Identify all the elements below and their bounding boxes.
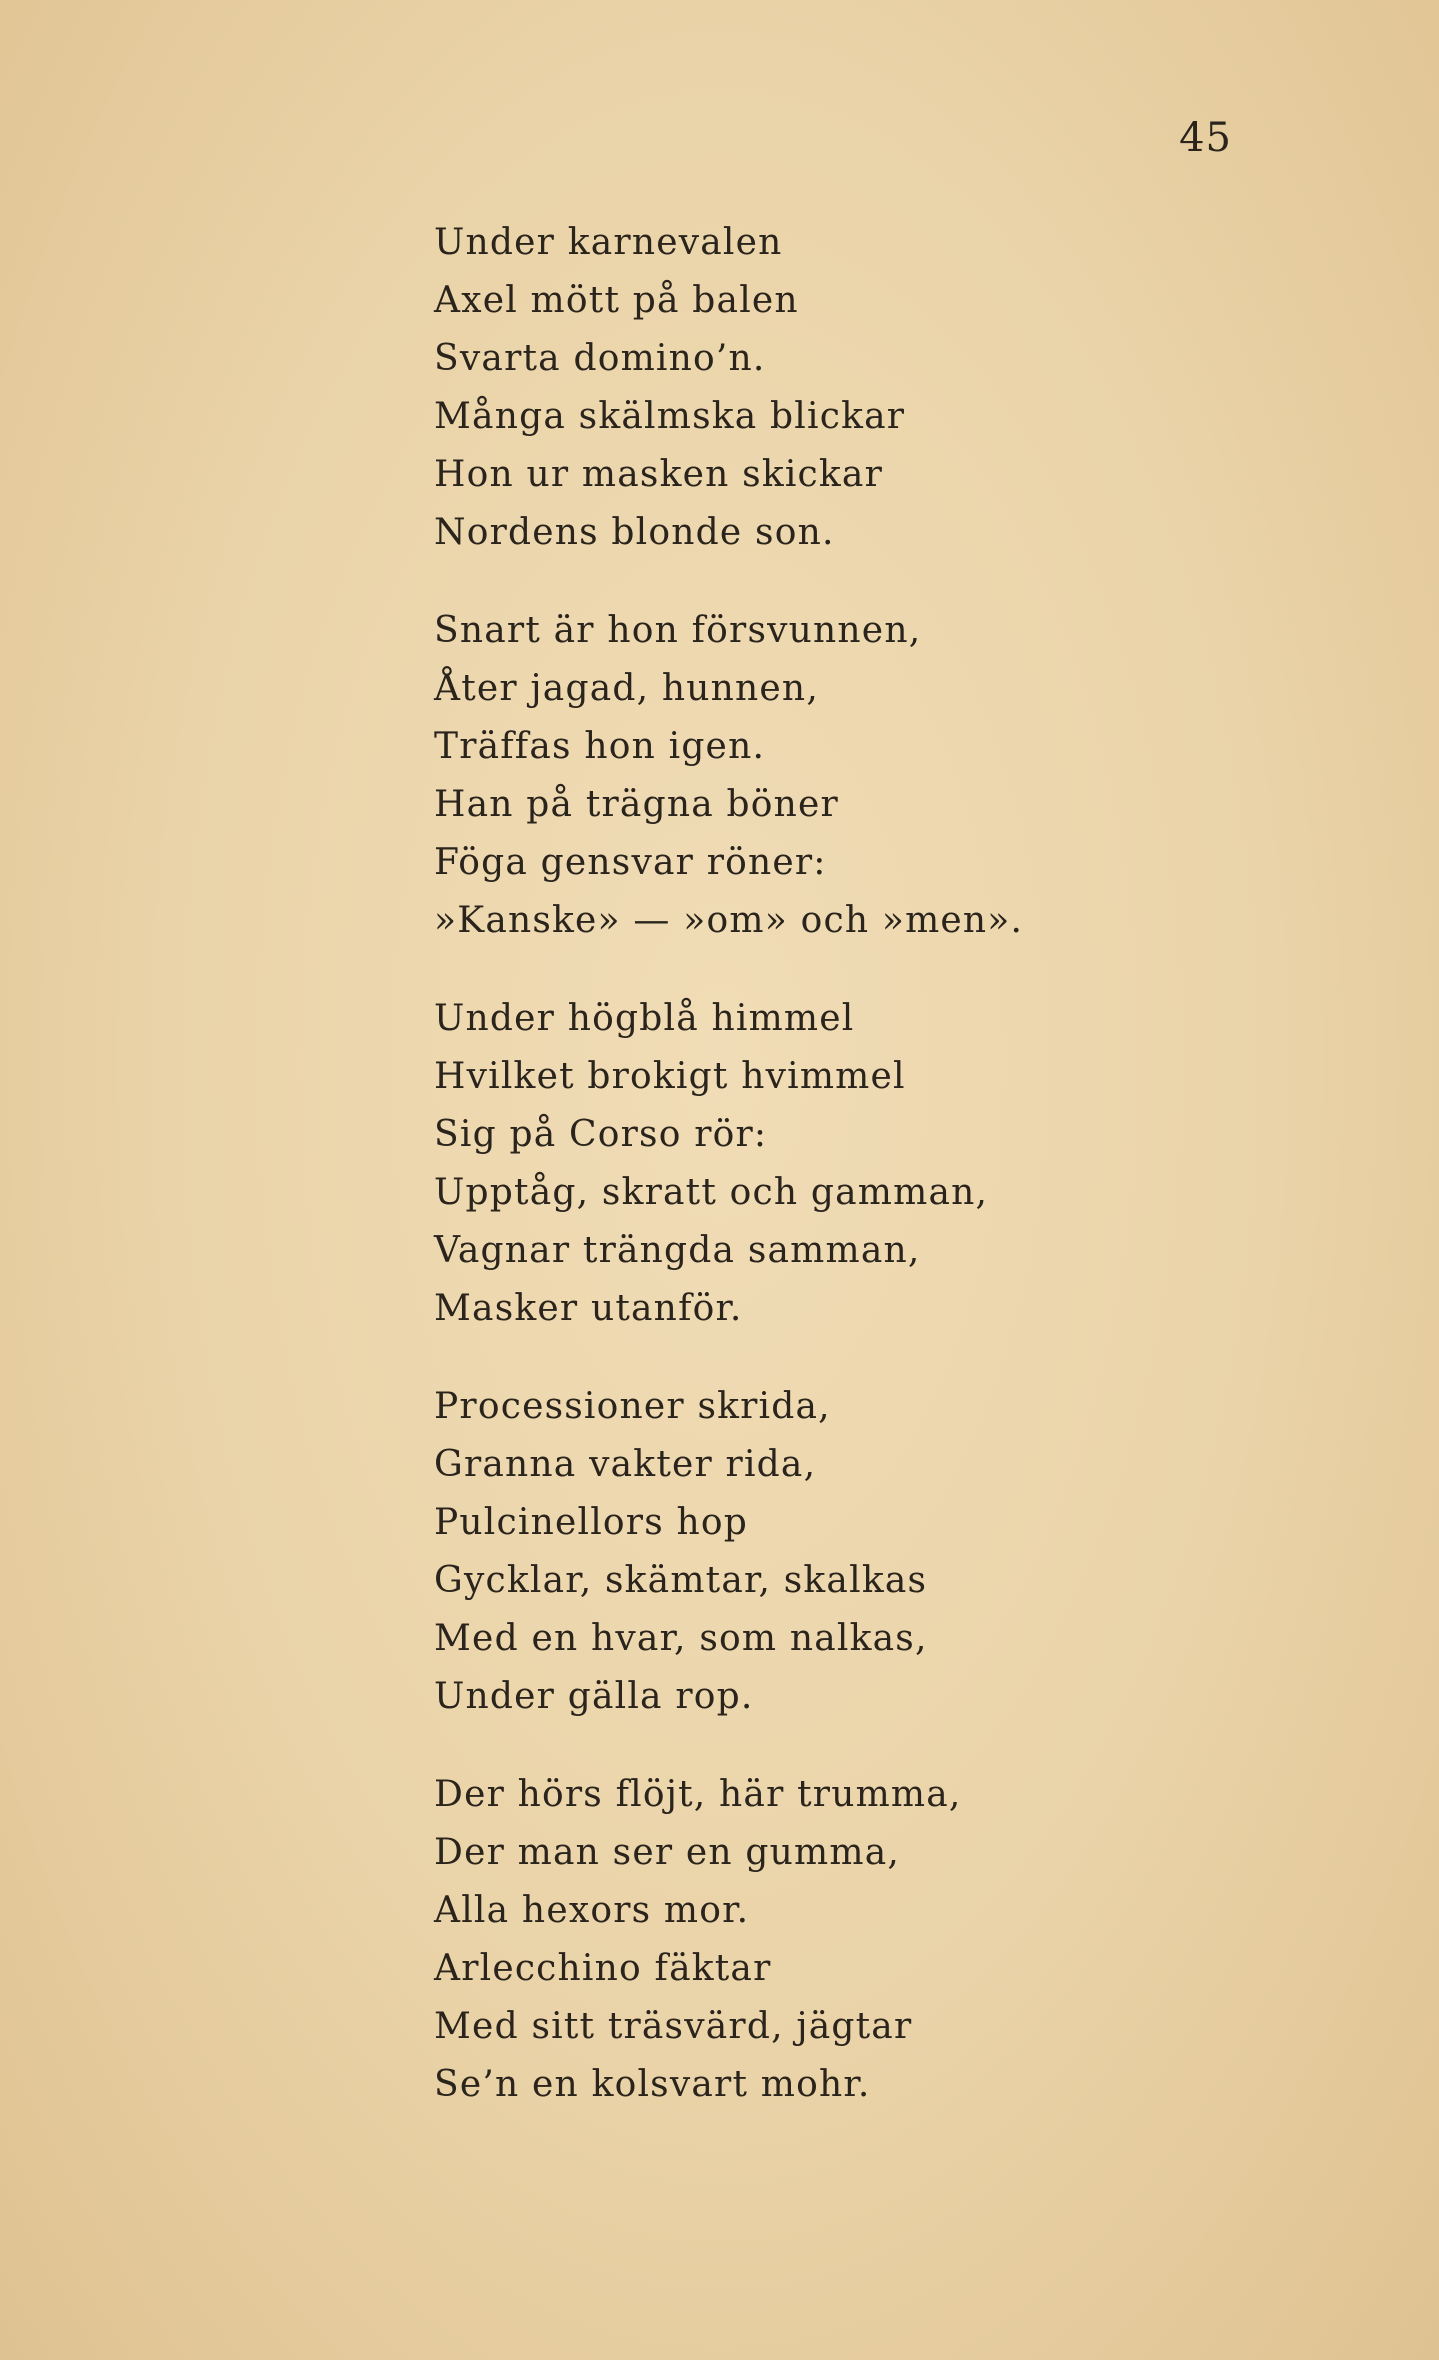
poem-line: »Kanske» — »om» och »men». (434, 900, 1024, 941)
poem-line: Se’n en kolsvart mohr. (434, 2064, 871, 2105)
stanza-3 (434, 990, 1234, 1338)
poem (434, 214, 1234, 2154)
stanza-5 (434, 1766, 1234, 2114)
poem-line: Hvilket brokigt hvimmel (434, 1056, 906, 1097)
poem-line: Vagnar trängda samman, (434, 1230, 921, 1271)
stanza-2 (434, 602, 1234, 950)
poem-line: Der hörs flöjt, här trumma, (434, 1774, 962, 1815)
poem-line: Träffas hon igen. (434, 726, 766, 767)
page-number: 45 (1179, 115, 1232, 161)
poem-line: Axel mött på balen (434, 280, 799, 321)
poem-line: Upptåg, skratt och gamman, (434, 1172, 989, 1213)
poem-line: Sig på Corso rör: (434, 1114, 768, 1155)
poem-line: Under karnevalen (434, 222, 783, 263)
poem-line: Många skälmska blickar (434, 396, 906, 437)
stanza-1 (434, 214, 1234, 562)
poem-line: Der man ser en gumma, (434, 1832, 901, 1873)
poem-line: Åter jagad, hunnen, (434, 668, 819, 709)
poem-line: Arlecchino fäktar (434, 1948, 772, 1989)
poem-line: Alla hexors mor. (434, 1890, 750, 1931)
poem-line: Snart är hon försvunnen, (434, 610, 922, 651)
poem-line: Med en hvar, som nalkas, (434, 1618, 928, 1659)
poem-line: Under gälla rop. (434, 1676, 754, 1717)
poem-line: Med sitt träsvärd, jägtar (434, 2006, 913, 2047)
stanza-4 (434, 1378, 1234, 1726)
poem-line: Masker utanför. (434, 1288, 743, 1329)
poem-line: Gycklar, skämtar, skalkas (434, 1560, 928, 1601)
poem-line: Hon ur masken skickar (434, 454, 884, 495)
poem-line: Under högblå himmel (434, 998, 855, 1039)
poem-line: Granna vakter rida, (434, 1444, 817, 1485)
poem-line: Nordens blonde son. (434, 512, 835, 553)
poem-line: Svarta domino’n. (434, 338, 766, 379)
poem-line: Föga gensvar röner: (434, 842, 827, 883)
poem-line: Pulcinellors hop (434, 1502, 749, 1543)
poem-line: Processioner skrida, (434, 1386, 831, 1427)
poem-line: Han på trägna böner (434, 784, 839, 825)
